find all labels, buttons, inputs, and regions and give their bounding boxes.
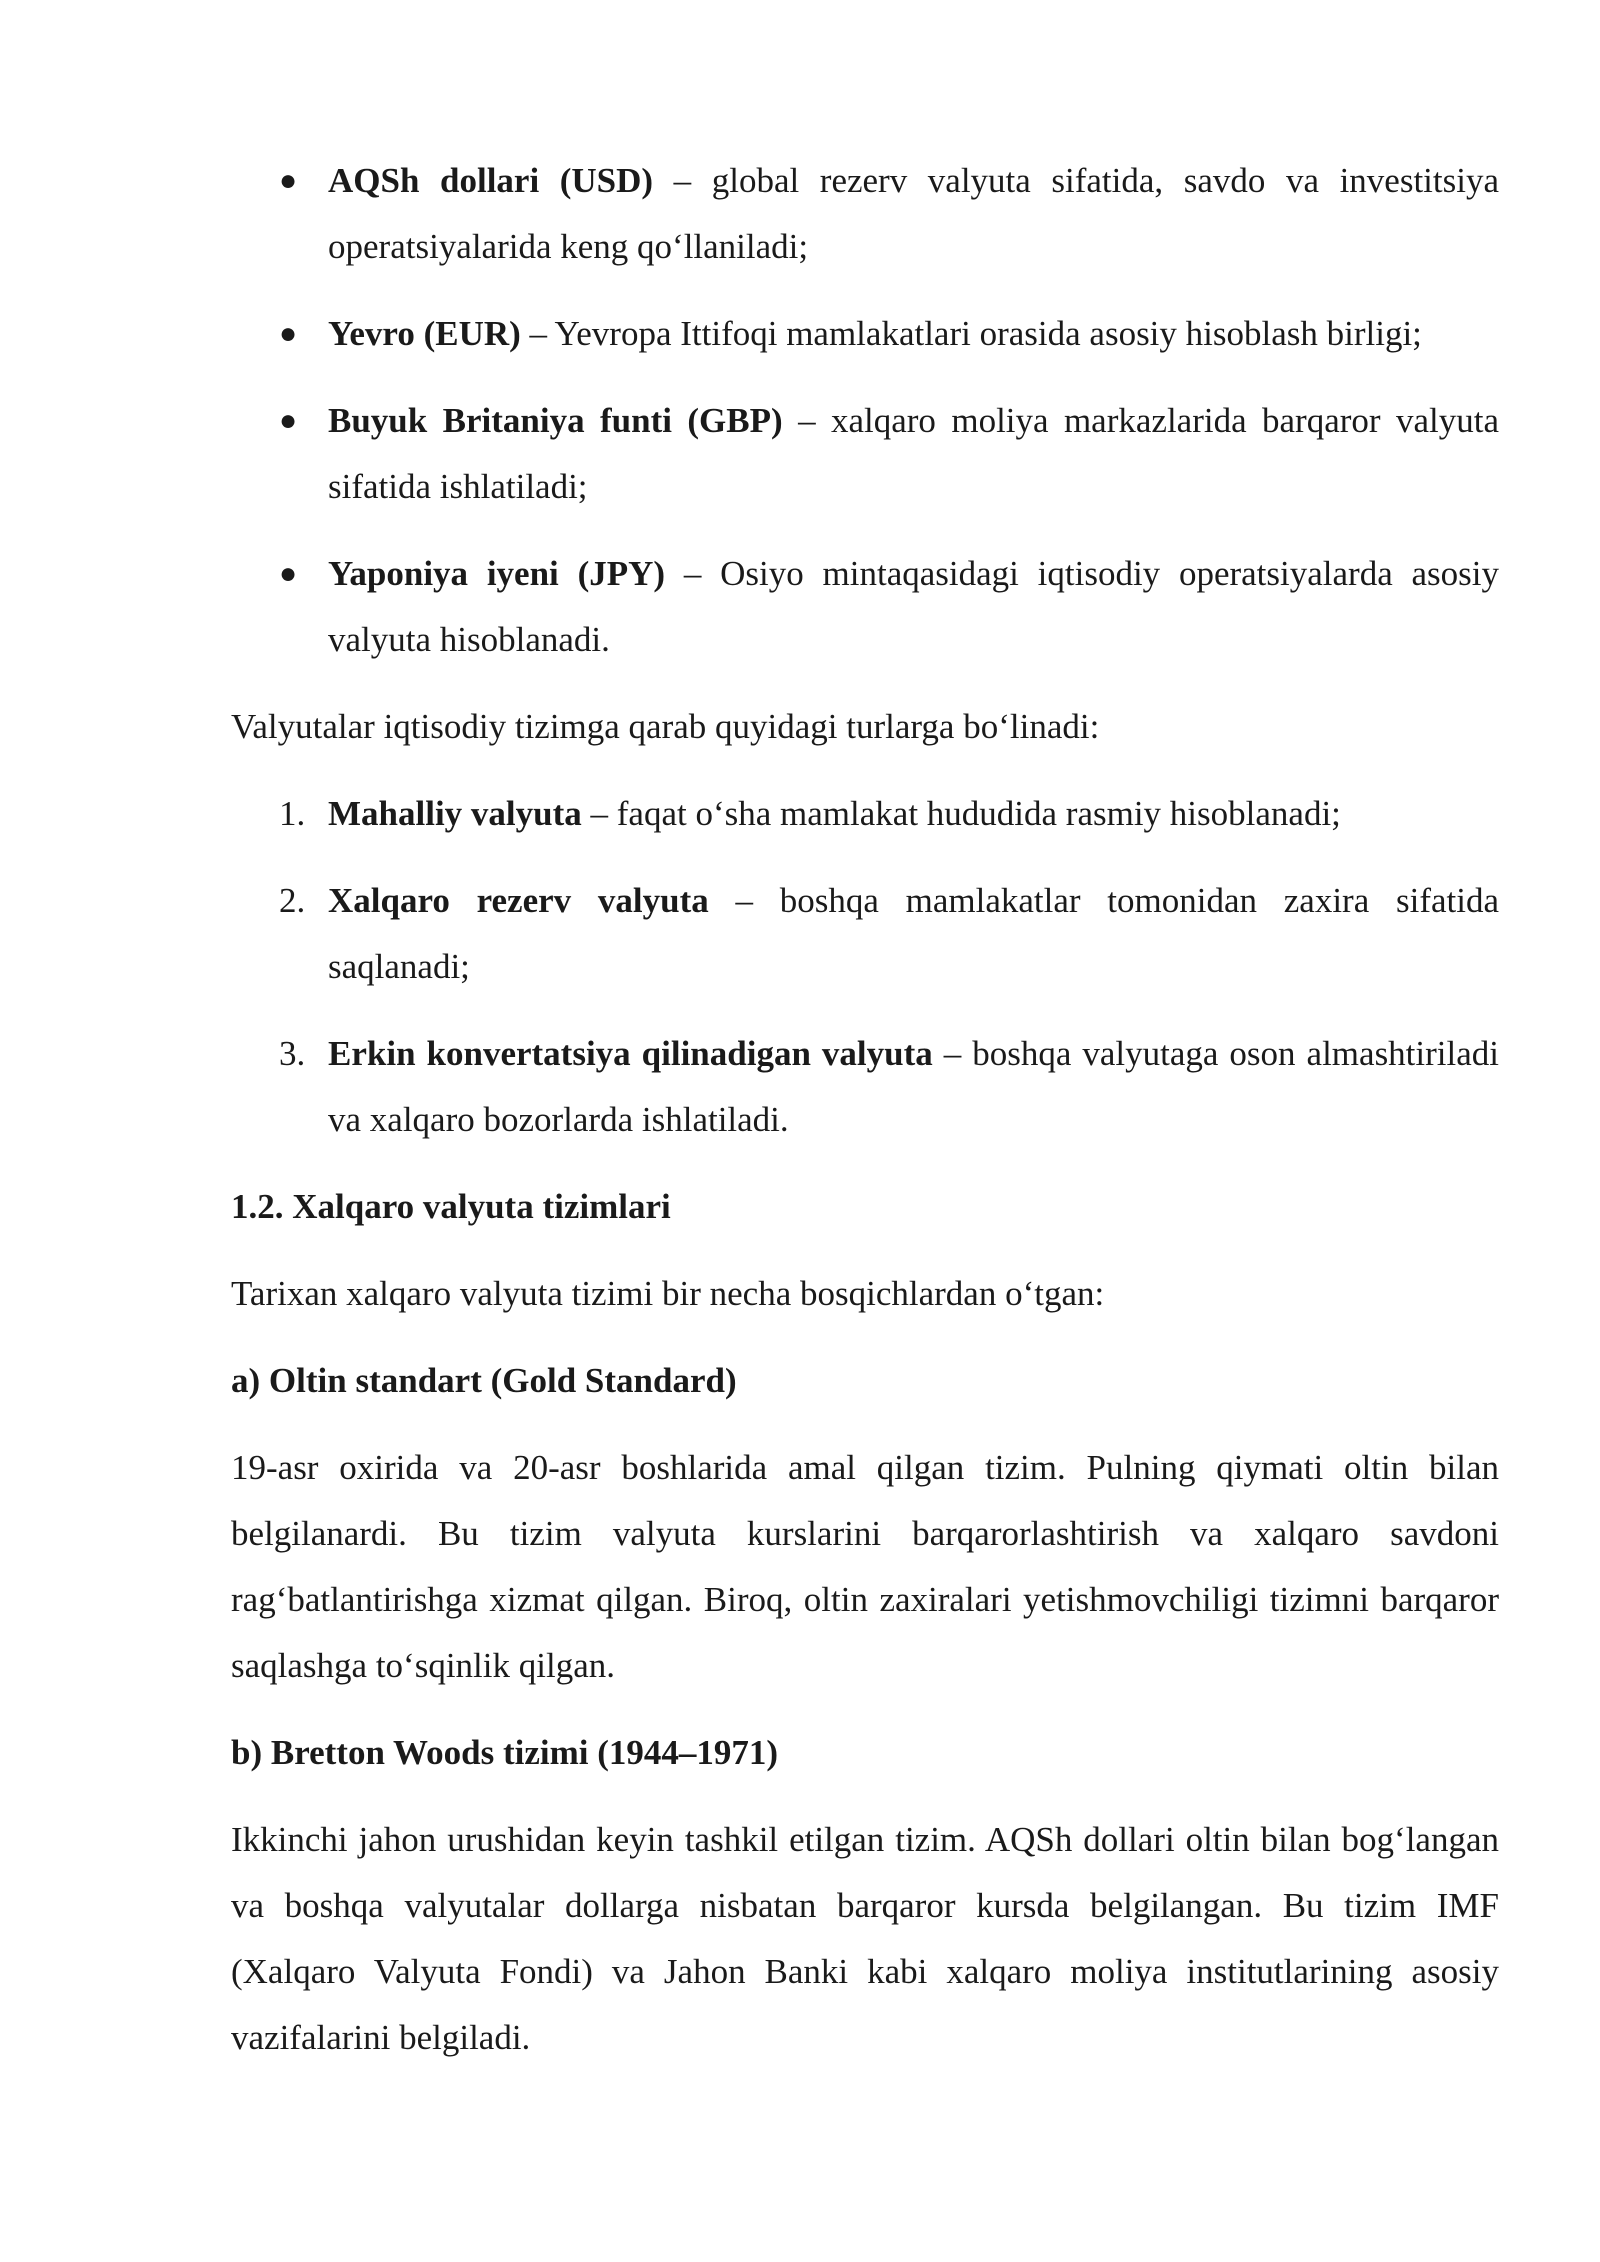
currency-term: Buyuk Britaniya funti (GBP)	[328, 401, 783, 440]
document-page	[231, 148, 1499, 2092]
gold-standard-heading: a) Oltin standart (Gold Standard)	[231, 1361, 737, 1400]
type-term: Erkin konvertatsiya qilinadigan valyuta	[328, 1034, 933, 1073]
list-item	[231, 388, 1499, 520]
section-intro: Tarixan xalqaro valyuta tizimi bir necha bosqichlardan o‘tgan:	[231, 1274, 1105, 1313]
currency-description: – xalqaro moliya markazlarida barqaror valyuta sifatida ishlatiladi;	[328, 401, 1499, 506]
currency-description: – Yevropa Ittifoqi mamlakatlari orasida asosiy hisoblash birligi;	[520, 314, 1422, 353]
gold-standard-paragraph: 19-asr oxirida va 20-asr boshlarida amal qilgan tizim. Pulning qiymati oltin bilan belgilanardi. Bu tizim valyuta kurslarini barqarorlashtirish va xalqaro savdoni rag‘batlantirishga xizmat qilgan. Biroq, oltin zaxiralari yetishmovchiligi tizimni barqaror saqlashga to‘sqinlik qilgan.	[231, 1448, 1499, 1685]
list-number: 2.	[279, 881, 306, 920]
currency-list	[231, 148, 1499, 673]
list-number: 1.	[279, 794, 306, 833]
type-term: Mahalliy valyuta	[328, 794, 582, 833]
list-item	[231, 148, 1499, 280]
type-description: – boshqa mamlakatlar tomonidan zaxira sifatida saqlanadi;	[328, 881, 1499, 986]
bullet-icon: ●	[279, 557, 298, 590]
currency-term: Yaponiya iyeni (JPY)	[328, 554, 666, 593]
list-item	[231, 868, 1499, 1000]
type-description: – faqat o‘sha mamlakat hududida rasmiy hisoblanadi;	[581, 794, 1341, 833]
list-item	[231, 1021, 1499, 1153]
bretton-woods-heading: b) Bretton Woods tizimi (1944–1971)	[231, 1733, 779, 1772]
type-description: – boshqa valyutaga oson almashtiriladi va xalqaro bozorlarda ishlatiladi.	[328, 1034, 1499, 1139]
currency-description: – global rezerv valyuta sifatida, savdo va investitsiya operatsiyalarida keng qo‘llaniladi;	[328, 161, 1499, 266]
type-term: Xalqaro rezerv valyuta	[328, 881, 709, 920]
list-number: 3.	[279, 1034, 306, 1073]
bullet-icon: ●	[279, 164, 298, 197]
section-heading: 1.2. Xalqaro valyuta tizimlari	[231, 1187, 671, 1226]
bretton-woods-paragraph: Ikkinchi jahon urushidan keyin tashkil etilgan tizim. AQSh dollari oltin bilan bog‘langan va boshqa valyutalar dollarga nisbatan barqaror kursda belgilangan. Bu tizim IMF (Xalqaro Valyuta Fondi) va Jahon Banki kabi xalqaro moliya institutlarining asosiy vazifalarini belgiladi.	[231, 1820, 1499, 2057]
types-intro: Valyutalar iqtisodiy tizimga qarab quyidagi turlarga bo‘linadi:	[231, 707, 1100, 746]
list-item	[231, 301, 1499, 367]
currency-term: AQSh dollari (USD)	[328, 161, 654, 200]
currency-description: – Osiyo mintaqasidagi iqtisodiy operatsiyalarda asosiy valyuta hisoblanadi.	[328, 554, 1500, 659]
currency-types-list	[231, 781, 1499, 1153]
list-item	[231, 541, 1499, 673]
currency-term: Yevro (EUR)	[328, 314, 521, 353]
bullet-icon: ●	[279, 404, 298, 437]
list-item	[231, 781, 1499, 847]
bullet-icon: ●	[279, 317, 298, 350]
